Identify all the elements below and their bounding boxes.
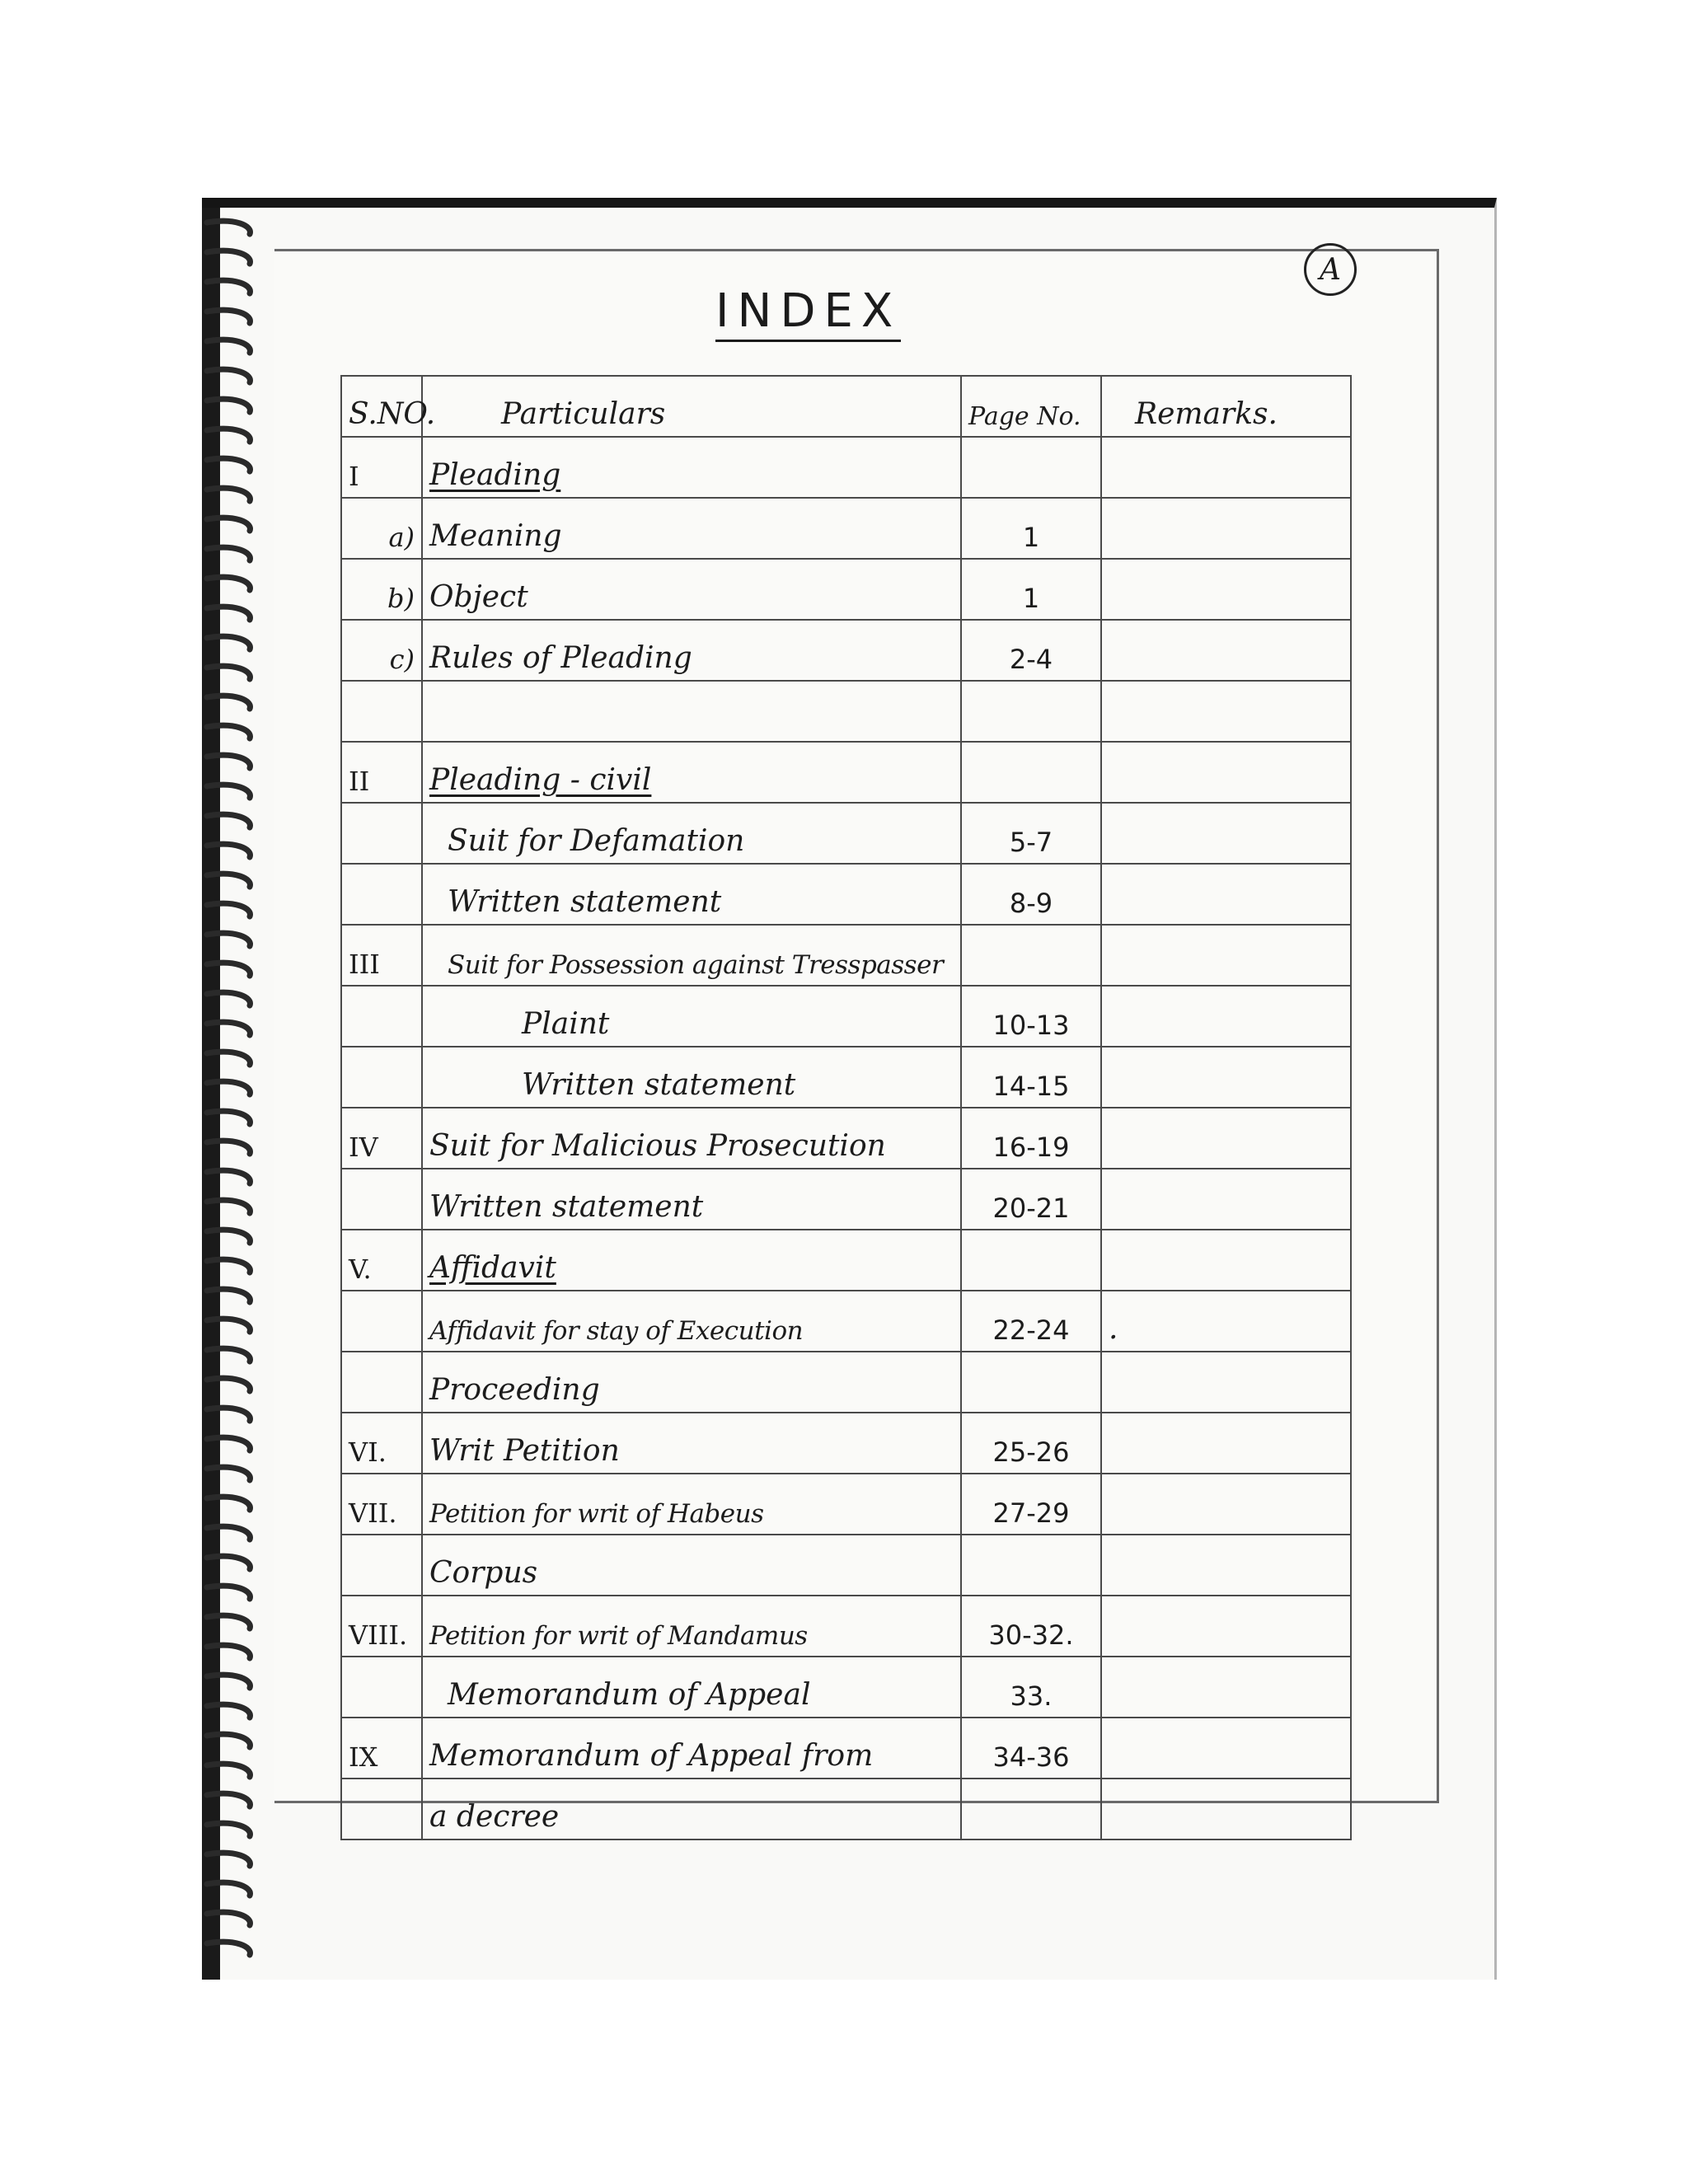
row-remarks: [1101, 559, 1351, 620]
index-row: [341, 1108, 1351, 1169]
row-remarks: [1101, 1535, 1351, 1596]
row-sno: [341, 1352, 422, 1413]
row-page: [961, 742, 1101, 803]
row-remarks: [1101, 1169, 1351, 1230]
header-sno: S.NO.: [341, 376, 422, 437]
index-row: [341, 1718, 1351, 1779]
spiral-binding: [202, 208, 276, 1980]
index-row: [341, 1535, 1351, 1596]
row-particulars: Pleading: [422, 437, 961, 498]
row-particulars: Written statement: [422, 1169, 961, 1230]
row-sno: [341, 1657, 422, 1718]
row-particulars: Suit for Defamation: [422, 803, 961, 864]
row-remarks: [1101, 1108, 1351, 1169]
row-particulars: Meaning: [422, 498, 961, 559]
row-sno: [341, 1779, 422, 1840]
row-sno: [341, 986, 422, 1047]
row-sno: c): [341, 620, 422, 681]
index-row: [341, 681, 1351, 742]
row-remarks: [1101, 1413, 1351, 1474]
row-particulars: Corpus: [422, 1535, 961, 1596]
row-sno: [341, 864, 422, 925]
row-page: [961, 1535, 1101, 1596]
row-page: 30-32.: [961, 1596, 1101, 1657]
row-particulars: Petition for writ of Habeus: [422, 1474, 961, 1535]
row-page: 1: [961, 498, 1101, 559]
index-row: [341, 620, 1351, 681]
index-row: [341, 437, 1351, 498]
row-remarks: [1101, 1047, 1351, 1108]
index-row: [341, 986, 1351, 1047]
row-sno: IV: [341, 1108, 422, 1169]
row-page: 20-21: [961, 1169, 1101, 1230]
row-particulars: Object: [422, 559, 961, 620]
row-sno: [341, 1535, 422, 1596]
row-particulars: Plaint: [422, 986, 961, 1047]
row-page: [961, 1352, 1101, 1413]
row-page: [961, 437, 1101, 498]
row-sno: b): [341, 559, 422, 620]
row-particulars: Proceeding: [422, 1352, 961, 1413]
row-page: 25-26: [961, 1413, 1101, 1474]
row-remarks: [1101, 1596, 1351, 1657]
index-row: [341, 742, 1351, 803]
row-remarks: [1101, 742, 1351, 803]
row-remarks: .: [1101, 1291, 1351, 1352]
row-remarks: [1101, 1352, 1351, 1413]
index-row: [341, 1779, 1351, 1840]
index-row: [341, 1657, 1351, 1718]
index-row: [341, 1352, 1351, 1413]
row-particulars: Suit for Malicious Prosecution: [422, 1108, 961, 1169]
index-table: [340, 375, 1352, 1840]
index-row: [341, 925, 1351, 986]
index-row: [341, 559, 1351, 620]
index-row: [341, 1291, 1351, 1352]
row-sno: [341, 1169, 422, 1230]
index-row: [341, 1169, 1351, 1230]
row-page: 16-19: [961, 1108, 1101, 1169]
row-remarks: [1101, 1657, 1351, 1718]
row-sno: V.: [341, 1230, 422, 1291]
index-row: [341, 1230, 1351, 1291]
row-remarks: [1101, 803, 1351, 864]
row-remarks: [1101, 986, 1351, 1047]
row-page: 5-7: [961, 803, 1101, 864]
header-remarks: Remarks.: [1101, 376, 1351, 437]
row-particulars: a decree: [422, 1779, 961, 1840]
row-remarks: [1101, 498, 1351, 559]
row-particulars: Writ Petition: [422, 1413, 961, 1474]
row-page: 10-13: [961, 986, 1101, 1047]
row-remarks: [1101, 1230, 1351, 1291]
index-title: INDEX: [715, 284, 901, 342]
row-page: 34-36: [961, 1718, 1101, 1779]
row-particulars: Affidavit for stay of Execution: [422, 1291, 961, 1352]
row-remarks: [1101, 864, 1351, 925]
row-particulars: Petition for writ of Mandamus: [422, 1596, 961, 1657]
row-page: 8-9: [961, 864, 1101, 925]
row-particulars: Rules of Pleading: [422, 620, 961, 681]
row-remarks: [1101, 620, 1351, 681]
row-sno: VIII.: [341, 1596, 422, 1657]
page-marker-circle: [1304, 243, 1357, 296]
row-particulars: Pleading - civil: [422, 742, 961, 803]
row-sno: VII.: [341, 1474, 422, 1535]
row-particulars: [422, 681, 961, 742]
row-sno: [341, 681, 422, 742]
index-row: [341, 1047, 1351, 1108]
index-row: [341, 498, 1351, 559]
row-sno: [341, 803, 422, 864]
index-row: [341, 1596, 1351, 1657]
row-page: 1: [961, 559, 1101, 620]
row-page: [961, 681, 1101, 742]
index-row: [341, 803, 1351, 864]
row-sno: II: [341, 742, 422, 803]
row-remarks: [1101, 1718, 1351, 1779]
index-row: [341, 1413, 1351, 1474]
row-page: 27-29: [961, 1474, 1101, 1535]
row-remarks: [1101, 681, 1351, 742]
row-sno: I: [341, 437, 422, 498]
row-particulars: Memorandum of Appeal from: [422, 1718, 961, 1779]
row-page: 14-15: [961, 1047, 1101, 1108]
row-remarks: [1101, 925, 1351, 986]
row-particulars: Affidavit: [422, 1230, 961, 1291]
index-row: [341, 1474, 1351, 1535]
row-page: 33.: [961, 1657, 1101, 1718]
row-sno: a): [341, 498, 422, 559]
row-sno: [341, 1291, 422, 1352]
row-page: [961, 1230, 1101, 1291]
row-particulars: Memorandum of Appeal: [422, 1657, 961, 1718]
row-remarks: [1101, 437, 1351, 498]
row-sno: VI.: [341, 1413, 422, 1474]
row-page: [961, 925, 1101, 986]
row-page: [961, 1779, 1101, 1840]
row-remarks: [1101, 1779, 1351, 1840]
row-sno: IX: [341, 1718, 422, 1779]
header-particulars: Particulars: [422, 376, 961, 437]
row-particulars: Written statement: [422, 1047, 961, 1108]
row-page: 22-24: [961, 1291, 1101, 1352]
index-header-row: [341, 376, 1351, 437]
row-remarks: [1101, 1474, 1351, 1535]
row-particulars: Suit for Possession against Tresspasser: [422, 925, 961, 986]
row-sno: III: [341, 925, 422, 986]
index-row: [341, 864, 1351, 925]
header-page-no: Page No.: [961, 376, 1101, 437]
row-page: 2-4: [961, 620, 1101, 681]
row-particulars: Written statement: [422, 864, 961, 925]
row-sno: [341, 1047, 422, 1108]
page-marker-letter: A: [1320, 252, 1341, 287]
